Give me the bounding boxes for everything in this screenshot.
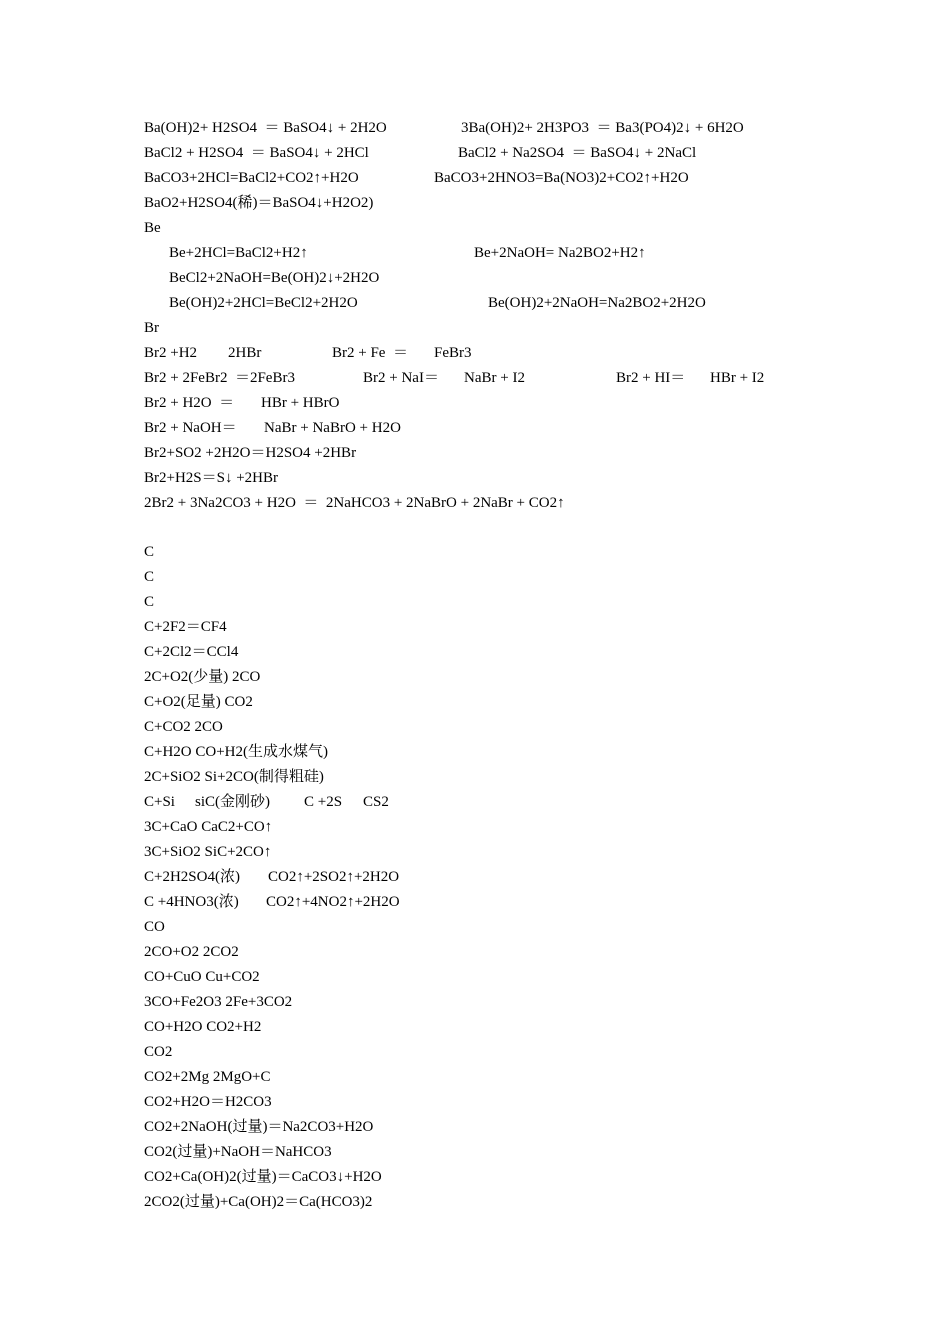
equation-text: Br2 + Fe ＝ — [332, 345, 408, 361]
equation-text: CO2+2Mg 2MgO+C — [144, 1069, 271, 1085]
equation-text: C+2Cl2＝CCl4 — [144, 644, 239, 660]
equation-text: C+H2O CO+H2(生成水煤气) — [144, 744, 328, 760]
equation-text: Br2+H2S＝S↓ +2HBr — [144, 470, 279, 486]
equation-text: CO2↑+2SO2↑+2H2O — [268, 869, 400, 885]
equation-line — [0, 466, 950, 491]
equation-text: C+2F2＝CF4 — [144, 619, 227, 635]
equation-text: Br2 + 2FeBr2 ＝2FeBr3 — [144, 370, 295, 386]
equation-text: C+2H2SO4(浓) — [144, 869, 240, 885]
equation-text: CO2+Ca(OH)2(过量)＝CaCO3↓+H2O — [144, 1169, 382, 1185]
equation-line — [0, 1115, 950, 1140]
section-heading: Be — [144, 220, 161, 236]
equation-line — [0, 740, 950, 765]
equation-text: CO2↑+4NO2↑+2H2O — [266, 894, 400, 910]
equation-text: Be+2NaOH= Na2BO2+H2↑ — [474, 245, 646, 261]
section-heading: C — [144, 544, 155, 560]
section-heading: CO — [144, 919, 165, 935]
equation-line — [0, 1140, 950, 1165]
section-heading: CO2 — [144, 1044, 173, 1060]
equation-text: Ba(OH)2+ H2SO4 ＝ BaSO4↓ + 2H2O — [144, 120, 387, 136]
equation-line — [0, 965, 950, 990]
equation-text: Br2+SO2 +2H2O＝H2SO4 +2HBr — [144, 445, 357, 461]
equation-text: 3CO+Fe2O3 2Fe+3CO2 — [144, 994, 293, 1010]
equation-text: siC(金刚砂) — [195, 794, 271, 810]
equation-line — [0, 1165, 950, 1190]
equation-text: Br2 + NaI＝ — [363, 370, 439, 386]
equation-text: BaO2+H2SO4(稀)＝BaSO4↓+H2O2) — [144, 195, 374, 211]
equation-line — [0, 815, 950, 840]
equation-text: CO+H2O CO2+H2 — [144, 1019, 262, 1035]
equation-line — [0, 191, 950, 216]
equation-line — [0, 940, 950, 965]
equation-text: Br2 +H2 — [144, 345, 198, 361]
equation-line — [0, 1015, 950, 1040]
equation-line — [0, 615, 950, 640]
equation-line — [0, 116, 950, 141]
equation-line — [0, 1190, 950, 1215]
equation-line — [0, 865, 950, 890]
equation-line — [0, 441, 950, 466]
equation-text: HBr + HBrO — [261, 395, 340, 411]
equation-text: BaCl2 + Na2SO4 ＝ BaSO4↓ + 2NaCl — [458, 145, 697, 161]
equation-text: 2Br2 + 3Na2CO3 + H2O ＝ 2NaHCO3 + 2NaBrO + 2NaBr + CO2↑ — [144, 495, 565, 511]
equation-text: Be(OH)2+2NaOH=Na2BO2+2H2O — [488, 295, 706, 311]
equation-line — [0, 840, 950, 865]
equation-line — [0, 665, 950, 690]
equation-text: 2C+SiO2 Si+2CO(制得粗硅) — [144, 769, 324, 785]
equation-text: NaBr + NaBrO + H2O — [264, 420, 401, 436]
equation-text: Br2 + HI＝ — [616, 370, 686, 386]
section-heading-line — [0, 590, 950, 615]
equation-text: C +4HNO3(浓) — [144, 894, 239, 910]
equation-text: C +2S — [304, 794, 343, 810]
equation-text: CO2(过量)+NaOH＝NaHCO3 — [144, 1144, 332, 1160]
equation-text: 2CO2(过量)+Ca(OH)2＝Ca(HCO3)2 — [144, 1194, 373, 1210]
equation-text: 2C+O2(少量) 2CO — [144, 669, 261, 685]
section-heading-line — [0, 915, 950, 940]
equation-line — [0, 765, 950, 790]
section-heading-line — [0, 540, 950, 565]
equation-text: C+CO2 2CO — [144, 719, 223, 735]
section-heading: Br — [144, 320, 159, 336]
equation-text: FeBr3 — [434, 345, 472, 361]
equation-line — [0, 241, 950, 266]
equation-text: C+O2(足量) CO2 — [144, 694, 253, 710]
equation-line — [0, 990, 950, 1015]
equation-text: Be(OH)2+2HCl=BeCl2+2H2O — [169, 295, 358, 311]
equation-line — [0, 1090, 950, 1115]
equation-line — [0, 690, 950, 715]
equation-text: C+Si — [144, 794, 175, 810]
equation-text: 2HBr — [228, 345, 262, 361]
equation-text: 2CO+O2 2CO2 — [144, 944, 239, 960]
equation-text: 3C+SiO2 SiC+2CO↑ — [144, 844, 272, 860]
equation-text: BaCO3+2HNO3=Ba(NO3)2+CO2↑+H2O — [434, 170, 689, 186]
equation-text: BaCl2 + H2SO4 ＝ BaSO4↓ + 2HCl — [144, 145, 369, 161]
equation-line — [0, 715, 950, 740]
section-heading-line — [0, 216, 950, 241]
equation-text: Br2 + H2O ＝ — [144, 395, 235, 411]
equation-line — [0, 341, 950, 366]
equation-line — [0, 890, 950, 915]
equation-text: BeCl2+2NaOH=Be(OH)2↓+2H2O — [169, 270, 380, 286]
equation-line — [0, 790, 950, 815]
equation-line — [0, 640, 950, 665]
equation-text: 3C+CaO CaC2+CO↑ — [144, 819, 273, 835]
equation-text: NaBr + I2 — [464, 370, 525, 386]
section-heading: C — [144, 594, 155, 610]
equation-text: HBr + I2 — [710, 370, 765, 386]
equation-line — [0, 416, 950, 441]
equation-line — [0, 391, 950, 416]
equation-text: CS2 — [363, 794, 389, 810]
equation-text: BaCO3+2HCl=BaCl2+CO2↑+H2O — [144, 170, 359, 186]
section-heading-line — [0, 316, 950, 341]
equation-text: Br2 + NaOH＝ — [144, 420, 237, 436]
equation-text: Be+2HCl=BaCl2+H2↑ — [169, 245, 308, 261]
section-heading-line — [0, 565, 950, 590]
equation-line — [0, 366, 950, 391]
equation-line — [0, 141, 950, 166]
equation-text: 3Ba(OH)2+ 2H3PO3 ＝ Ba3(PO4)2↓ + 6H2O — [461, 120, 744, 136]
equation-line — [0, 491, 950, 516]
equation-line — [0, 166, 950, 191]
equation-text: CO2+H2O＝H2CO3 — [144, 1094, 272, 1110]
equation-line — [0, 1065, 950, 1090]
equation-line — [0, 291, 950, 316]
equation-text: CO2+2NaOH(过量)＝Na2CO3+H2O — [144, 1119, 374, 1135]
equation-text: CO+CuO Cu+CO2 — [144, 969, 260, 985]
section-heading: C — [144, 569, 155, 585]
equation-line — [0, 266, 950, 291]
section-heading-line — [0, 1040, 950, 1065]
